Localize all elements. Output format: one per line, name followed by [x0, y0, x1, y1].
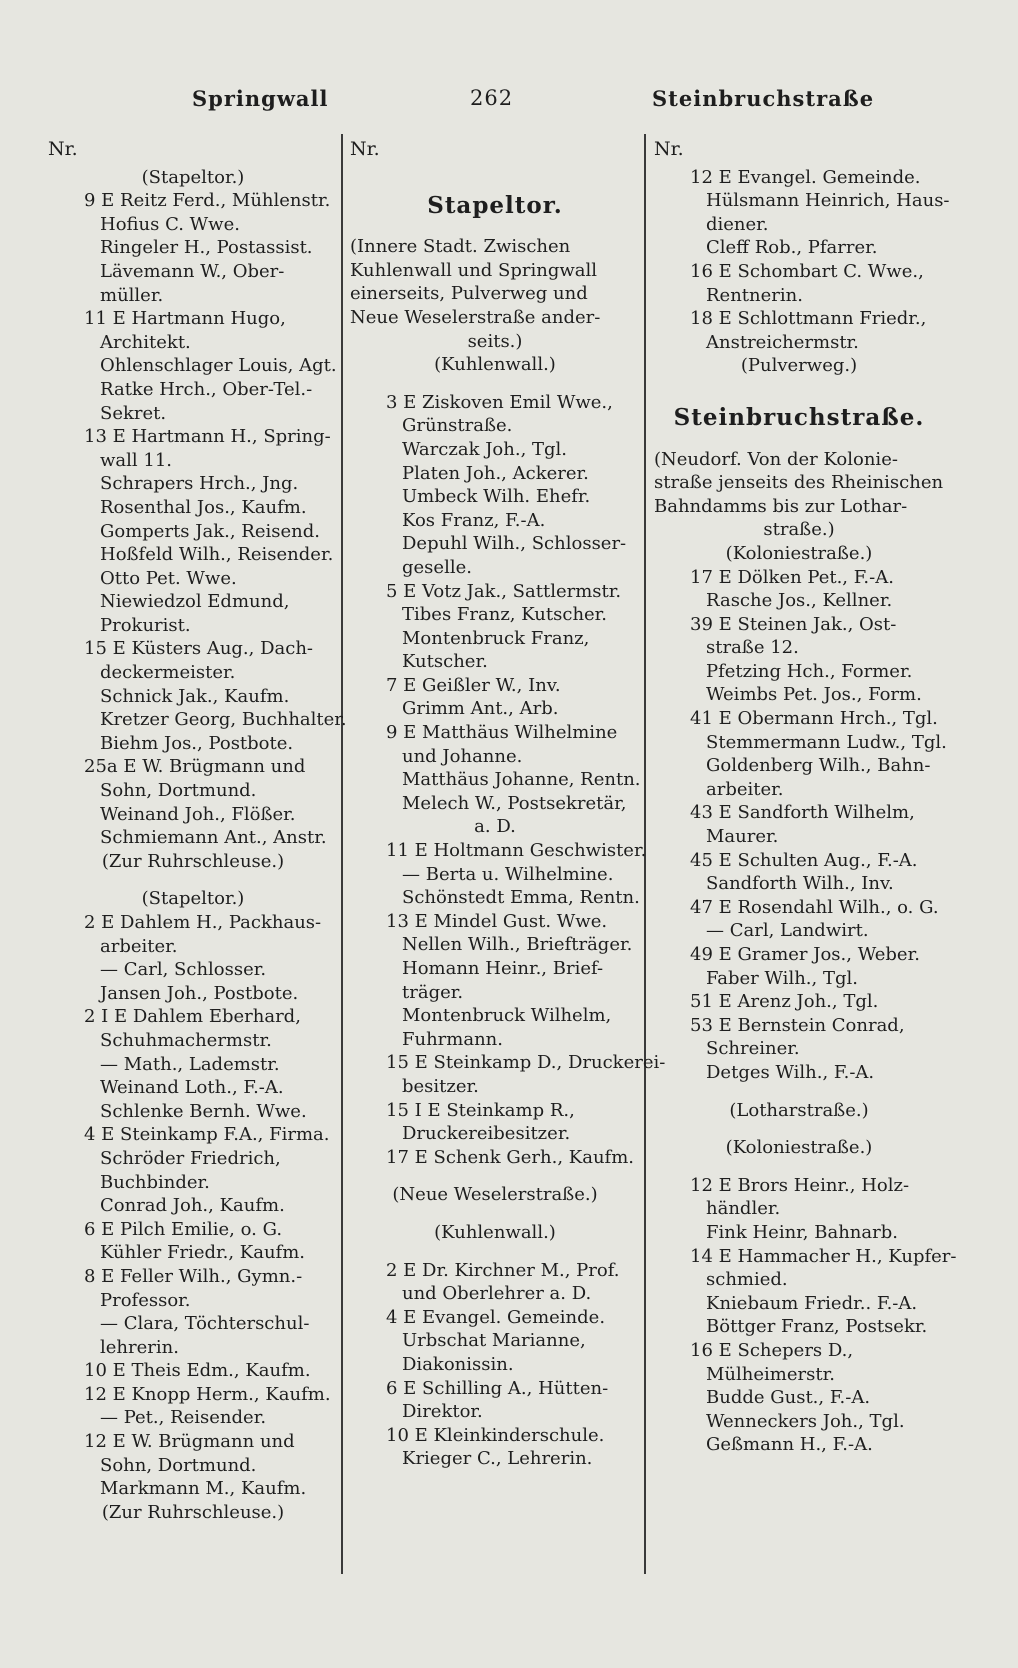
directory-entry: Umbeck Wilh. Ehefr. [402, 486, 591, 508]
directory-entry: Stemmermann Ludw., Tgl. [706, 731, 947, 753]
directory-entry: 53 E Bernstein Conrad, [690, 1014, 905, 1036]
directory-entry: 25a E W. Brügmann und [84, 756, 306, 778]
directory-entry: 9 E Reitz Ferd., Mühlenstr. [84, 190, 331, 212]
street-note: (Koloniestraße.) [725, 542, 873, 564]
directory-entry: Biehm Jos., Postbote. [100, 732, 294, 754]
directory-entry: Rasche Jos., Kellner. [706, 590, 893, 612]
directory-entry: Sohn, Dortmund. [100, 1454, 257, 1476]
directory-entry: 10 E Theis Edm., Kaufm. [84, 1360, 311, 1382]
spacer [350, 1207, 640, 1221]
directory-entry: Hülsmann Heinrich, Haus- [706, 190, 950, 212]
directory-entry: Hofius C. Wwe. [100, 213, 240, 235]
directory-entry: Druckereibesitzer. [402, 1123, 571, 1145]
directory-entry: 4 E Evangel. Gemeinde. [386, 1306, 606, 1328]
street-description: straße jenseits des Rheinischen [654, 472, 944, 494]
directory-entry: müller. [100, 284, 164, 306]
directory-entry: 17 E Dölken Pet., F.-A. [690, 566, 894, 588]
column-right [654, 138, 957, 1457]
directory-entry: Weimbs Pet. Jos., Form. [706, 684, 922, 706]
directory-entry: 6 E Pilch Emilie, o. G. [84, 1218, 283, 1240]
directory-entry: händler. [706, 1198, 781, 1220]
directory-entry: Pfetzing Hch., Former. [706, 660, 913, 682]
header-left: Springwall [192, 86, 329, 111]
directory-entry: 47 E Rosendahl Wilh., o. G. [690, 896, 939, 918]
street-note: (Stapeltor.) [141, 888, 245, 910]
directory-entry: Rentnerin. [706, 284, 803, 306]
directory-entry: Kühler Friedr., Kaufm. [100, 1242, 306, 1264]
street-note: (Kuhlenwall.) [434, 1221, 556, 1243]
directory-entry: Professor. [100, 1289, 191, 1311]
directory-entry: — Carl, Schlosser. [100, 959, 267, 981]
directory-entry: 15 E Küsters Aug., Dach- [84, 638, 314, 660]
directory-entry: und Oberlehrer a. D. [402, 1283, 592, 1305]
street-note: (Stapeltor.) [141, 166, 245, 188]
directory-entry: Ringeler H., Postassist. [100, 237, 313, 259]
directory-entry: 14 E Hammacher H., Kupfer- [690, 1245, 957, 1267]
directory-entry: Ratke Hrch., Ober-Tel.- [100, 378, 313, 400]
column-rule [341, 134, 343, 1574]
directory-entry: Diakonissin. [402, 1353, 514, 1375]
directory-entry: 12 E Knopp Herm., Kaufm. [84, 1383, 331, 1405]
directory-entry: Buchbinder. [100, 1171, 210, 1193]
directory-entry: Direktor. [402, 1401, 483, 1423]
directory-entry: diener. [706, 213, 769, 235]
directory-entry: Weinand Loth., F.-A. [100, 1077, 284, 1099]
directory-entry: 13 E Hartmann H., Spring- [84, 426, 331, 448]
directory-entry: Kniebaum Friedr.. F.-A. [706, 1292, 918, 1314]
directory-entry: Schröder Friedrich, [100, 1147, 281, 1169]
column-left [48, 138, 347, 1524]
directory-entry: deckermeister. [100, 662, 236, 684]
directory-entry: 5 E Votz Jak., Sattlermstr. [386, 580, 622, 602]
directory-entry: Kutscher. [402, 651, 488, 673]
street-description: einerseits, Pulverweg und [350, 283, 588, 305]
directory-entry: Homann Heinr., Brief- [402, 958, 604, 979]
directory-entry: 17 E Schenk Gerh., Kaufm. [386, 1146, 634, 1168]
directory-entry: 18 E Schlottmann Friedr., [690, 308, 927, 330]
directory-entry: 16 E Schombart C. Wwe., [690, 260, 924, 282]
street-note: (Zur Ruhrschleuse.) [101, 1501, 285, 1523]
directory-entry: Kretzer Georg, Buchhalter. [100, 709, 347, 731]
directory-entry: Böttger Franz, Postsekr. [706, 1316, 928, 1338]
directory-entry: Schmiemann Ant., Anstr. [100, 827, 327, 849]
directory-entry: 2 E Dr. Kirchner M., Prof. [386, 1259, 620, 1281]
directory-entry: Budde Gust., F.-A. [706, 1387, 871, 1409]
directory-entry: Markmann M., Kaufm. [100, 1478, 307, 1500]
directory-entry: Schuhmachermstr. [100, 1029, 272, 1051]
spacer [654, 1122, 944, 1136]
spacer [48, 873, 338, 887]
directory-entry: 7 E Geißler W., Inv. [386, 674, 561, 696]
directory-entry: Nellen Wilh., Briefträger. [402, 934, 633, 956]
directory-entry: arbeiter. [706, 778, 784, 800]
directory-entry: 43 E Sandforth Wilhelm, [690, 802, 915, 824]
directory-entry: Montenbruck Wilhelm, [402, 1005, 612, 1027]
street-note: (Kuhlenwall.) [434, 354, 556, 376]
spacer [350, 166, 640, 180]
directory-entry: Rosenthal Jos., Kaufm. [100, 496, 307, 518]
directory-entry: 11 E Hartmann Hugo, [84, 308, 286, 330]
directory-entry: 15 E Steinkamp D., Druckerei- [386, 1052, 666, 1074]
street-note: (Koloniestraße.) [725, 1137, 873, 1159]
street-note: a. D. [474, 816, 516, 838]
street-note: (Neue Weselerstraße.) [392, 1184, 598, 1206]
directory-entry: Goldenberg Wilh., Bahn- [706, 755, 931, 777]
directory-entry: — Carl, Landwirt. [706, 920, 869, 942]
column-nr-label: Nr. [654, 138, 684, 160]
directory-entry: Krieger C., Lehrerin. [402, 1448, 593, 1470]
directory-entry: 51 E Arenz Joh., Tgl. [690, 991, 879, 1013]
directory-entry: Maurer. [706, 826, 779, 848]
directory-entry: Prokurist. [100, 614, 191, 636]
directory-entry: Architekt. [100, 331, 191, 353]
directory-entry: Tibes Franz, Kutscher. [402, 604, 608, 626]
directory-entry: Lävemann W., Ober- [100, 260, 285, 282]
directory-entry: 39 E Steinen Jak., Ost- [690, 613, 897, 635]
directory-entry: Urbschat Marianne, [402, 1330, 586, 1352]
directory-entry: arbeiter. [100, 935, 178, 957]
street-note: (Lotharstraße.) [729, 1099, 869, 1121]
directory-entry: Platen Joh., Ackerer. [402, 462, 589, 484]
directory-entry: Grimm Ant., Arb. [402, 698, 559, 720]
directory-entry: Grünstraße. [402, 415, 513, 437]
directory-entry: träger. [402, 981, 464, 1003]
directory-entry: Schlenke Bernh. Wwe. [100, 1100, 307, 1122]
directory-entry: Weinand Joh., Flößer. [100, 803, 296, 825]
directory-entry: Wenneckers Joh., Tgl. [706, 1410, 905, 1432]
spacer [654, 1160, 944, 1174]
directory-entry: Jansen Joh., Postbote. [100, 982, 299, 1004]
street-title: Stapeltor. [427, 191, 563, 219]
directory-entry: Melech W., Postsekretär, [402, 792, 627, 814]
spacer [654, 1085, 944, 1099]
directory-entry: Sekret. [100, 402, 167, 424]
street-description: Bahndamms bis zur Lothar- [654, 495, 908, 517]
directory-entry: 9 E Matthäus Wilhelmine [386, 722, 618, 744]
directory-entry: Schreiner. [706, 1038, 800, 1060]
directory-entry: Fink Heinr, Bahnarb. [706, 1221, 898, 1243]
street-note: seits.) [467, 330, 523, 352]
directory-entry: 49 E Gramer Jos., Weber. [690, 944, 920, 965]
directory-entry: — Berta u. Wilhelmine. [402, 863, 614, 885]
street-note: (Pulverweg.) [740, 355, 858, 377]
directory-entry: 13 E Mindel Gust. Wwe. [386, 910, 608, 932]
directory-entry: 6 E Schilling A., Hütten- [386, 1377, 609, 1399]
directory-entry: Montenbruck Franz, [402, 627, 590, 649]
street-note: (Zur Ruhrschleuse.) [101, 850, 285, 872]
directory-entry: 12 E Evangel. Gemeinde. [690, 166, 921, 188]
header-right: Steinbruchstraße [652, 86, 875, 111]
directory-entry: Sohn, Dortmund. [100, 780, 257, 802]
directory-entry: Mülheimerstr. [706, 1363, 835, 1385]
directory-entry: 15 I E Steinkamp R., [386, 1099, 575, 1121]
directory-entry: — Clara, Töchterschul- [100, 1313, 310, 1335]
directory-entry: Hoßfeld Wilh., Reisender. [100, 544, 334, 566]
spacer [350, 1169, 640, 1183]
directory-entry: Detges Wilh., F.-A. [706, 1061, 875, 1083]
page-header [0, 86, 1018, 120]
street-title: Steinbruchstraße. [673, 403, 925, 431]
directory-entry: 4 E Steinkamp F.A., Firma. [84, 1124, 330, 1146]
directory-entry: Schnick Jak., Kaufm. [100, 685, 290, 707]
directory-entry: 2 E Dahlem H., Packhaus- [84, 912, 322, 933]
street-note: straße.) [763, 519, 835, 541]
directory-entry: 8 E Feller Wilh., Gymn.- [84, 1265, 303, 1287]
street-description: (Neudorf. Von der Kolonie- [654, 448, 898, 470]
directory-entry: wall 11. [100, 449, 172, 471]
spacer [350, 1245, 640, 1259]
directory-entry: 45 E Schulten Aug., F.-A. [690, 849, 918, 871]
directory-entry: Anstreichermstr. [706, 331, 859, 353]
column-nr-label: Nr. [350, 138, 380, 160]
directory-entry: — Math., Lademstr. [100, 1053, 280, 1075]
directory-entry: Gomperts Jak., Reisend. [100, 520, 320, 542]
directory-entry: Schrapers Hrch., Jng. [100, 473, 299, 495]
directory-entry: 10 E Kleinkinderschule. [386, 1424, 605, 1446]
directory-entry: Geßmann H., F.-A. [706, 1434, 873, 1456]
directory-entry: und Johanne. [402, 745, 523, 767]
directory-entry: Schönstedt Emma, Rentn. [402, 887, 640, 909]
directory-entry: Faber Wilh., Tgl. [706, 967, 858, 989]
directory-entry: Cleff Rob., Pfarrer. [706, 237, 878, 259]
directory-entry: straße 12. [706, 637, 799, 659]
directory-entry: Conrad Joh., Kaufm. [100, 1195, 285, 1217]
page-number: 262 [470, 86, 514, 110]
directory-entry: 41 E Obermann Hrch., Tgl. [690, 708, 938, 730]
column-nr-label: Nr. [48, 138, 78, 160]
directory-entry: 3 E Ziskoven Emil Wwe., [386, 391, 613, 413]
directory-entry: Otto Pet. Wwe. [100, 567, 237, 589]
directory-entry: 12 E Brors Heinr., Holz- [690, 1174, 910, 1196]
street-description: (Innere Stadt. Zwischen [350, 236, 571, 258]
street-description: Kuhlenwall und Springwall [350, 259, 598, 281]
directory-entry: — Pet., Reisender. [100, 1407, 267, 1429]
directory-entry: Sandforth Wilh., Inv. [706, 873, 894, 895]
directory-entry: Kos Franz, F.-A. [402, 509, 546, 531]
spacer [350, 377, 640, 391]
directory-entry: schmied. [706, 1269, 788, 1291]
directory-entry: Warczak Joh., Tgl. [402, 438, 568, 460]
directory-entry: Fuhrmann. [402, 1028, 503, 1050]
spacer [654, 378, 944, 392]
directory-entry: Niewiedzol Edmund, [100, 591, 290, 613]
directory-entry: Matthäus Johanne, Rentn. [402, 769, 641, 791]
directory-entry: 16 E Schepers D., [690, 1339, 854, 1361]
directory-entry: besitzer. [402, 1075, 479, 1097]
directory-entry: Depuhl Wilh., Schlosser- [402, 533, 627, 555]
directory-entry: geselle. [402, 556, 472, 578]
column-middle [350, 138, 666, 1471]
directory-entry: Ohlenschlager Louis, Agt. [100, 355, 337, 377]
directory-entry: 2 I E Dahlem Eberhard, [84, 1006, 301, 1028]
directory-entry: lehrerin. [100, 1336, 179, 1358]
directory-entry: 12 E W. Brügmann und [84, 1431, 295, 1453]
street-description: Neue Weselerstraße ander- [350, 306, 601, 328]
directory-entry: 11 E Holtmann Geschwister. [386, 840, 647, 862]
